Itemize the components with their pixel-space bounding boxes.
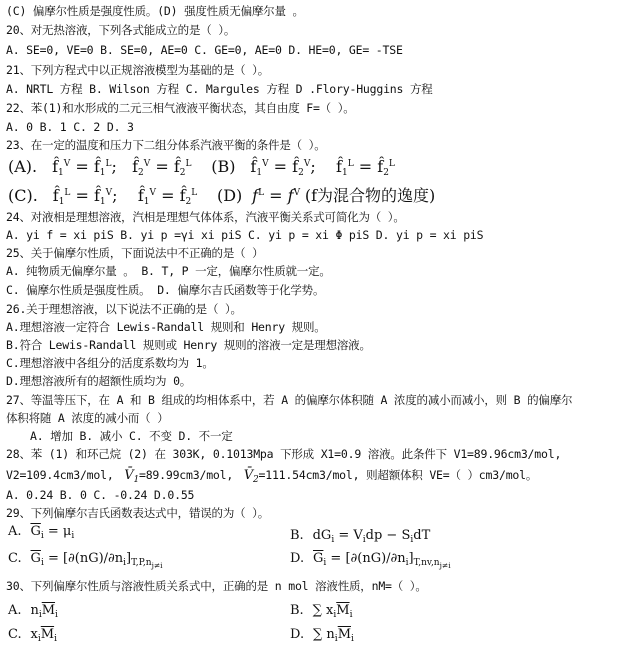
q28-question-line-1: 28、苯 (1) 和环己烷 (2) 在 303K, 0.1013Mpa 下形成 X1=0.9 溶液。此条件下 V1=89.96cm3/mol, — [6, 447, 562, 461]
q24-options: A. yi f = xi piS B. yi p =γi xi piS C. yi p = xi Φ piS D. yi p = xi piS — [6, 228, 484, 242]
q30-option-d: D. ∑ $n_i\overline{M}_i$ — [290, 627, 354, 644]
q26-option-b: B.符合 Lewis-Randall 规则或 Henry 规则的溶液一定是理想溶液。 — [6, 338, 371, 352]
q28-options: A. 0.24 B. 0 C. -0.24 D.0.55 — [6, 488, 195, 502]
q28-tail: 则超额体积 VE=（ ）cm3/mol。 — [366, 468, 538, 482]
q20-options: A. SE=0, VE=0 B. SE=0, AE=0 C. GE=0, AE=0 D. HE=0, GE= -TSE — [6, 43, 403, 57]
q23-option-d-label: (D) — [216, 186, 243, 205]
q26-option-d: D.理想溶液所有的超额性质均为 0。 — [6, 374, 192, 388]
q26-option-a: A.理想溶液一定符合 Lewis-Randall 规则和 Henry 规则。 — [6, 320, 326, 334]
q23-option-c-label: (C). — [8, 186, 38, 205]
q29-option-a: A. $\overline{G}_i = \mu_i$ — [8, 524, 75, 541]
q25-question: 25、关于偏摩尔性质，下面说法中不正确的是（ ） — [6, 246, 264, 260]
q28-v2-bar: =111.54cm3/mol, — [258, 468, 360, 482]
q26-option-c: C.理想溶液中各组分的活度系数均为 1。 — [6, 356, 214, 370]
q28-v2: V2=109.4cm3/mol, — [6, 468, 114, 482]
q29-option-d-label: D. — [290, 551, 305, 566]
q29-option-c-label: C. — [8, 551, 22, 566]
q27-question-line-1: 27、等温等压下，在 A 和 B 组成的均相体系中，若 A 的偏摩尔体积随 A 浓度的减小而减小，则 B 的偏摩尔 — [6, 393, 573, 407]
q22-options: A. 0 B. 1 C. 2 D. 3 — [6, 120, 134, 134]
q30-option-d-label: D. — [290, 627, 305, 642]
q24-question: 24、对液相是理想溶液，汽相是理想气体体系，汽液平衡关系式可简化为（ ）。 — [6, 210, 405, 224]
q30-option-c-label: C. — [8, 627, 22, 642]
q30-question: 30、下列偏摩尔性质与溶液性质关系式中，正确的是 n mol 溶液性质，nM=（ ）。 — [6, 579, 427, 593]
q29-option-b-label: B. — [290, 528, 304, 543]
q21-options: A. NRTL 方程 B. Wilson 方程 C. Margules 方程 D .Flory-Huggins 方程 — [6, 82, 433, 96]
q28-question-line-2: V2=109.4cm3/mol, $V̄_1=89.99cm3$/mol, $V̄_2=111.54cm3$/mol, 则超额体积 VE=（ ）cm3/mol。 — [6, 468, 538, 485]
q27-options: A. 增加 B. 减小 C. 不变 D. 不一定 — [30, 429, 233, 443]
q30-option-a-label: A. — [8, 603, 22, 618]
q19-options-cd: (C) 偏摩尔性质是强度性质。(D) 强度性质无偏摩尔量 。 — [6, 4, 304, 18]
q30-option-b-label: B. — [290, 603, 304, 618]
q27-question-line-2: 体积将随 A 浓度的减小而（ ） — [6, 411, 169, 425]
q29-option-b: B. $dG_i = V_idp - S_idT$ — [290, 528, 431, 545]
q28-v1-bar: =89.99cm3/mol, — [138, 468, 234, 482]
q23-option-d-note: (f为混合物的逸度) — [304, 186, 436, 205]
q30-option-b: B. ∑ $x_i\overline{M}_i$ — [290, 603, 353, 620]
q29-question: 29、下列偏摩尔吉氏函数表达式中，错误的为（ ）。 — [6, 506, 270, 520]
q22-question: 22、苯(1)和水形成的二元三相气液液平衡状态，其自由度 F=（ ）。 — [6, 101, 355, 115]
q29-option-d: D. $\overline{G}_i = [\partial(nG)/\partial n_i]_{T,nv,n_{j\ne i}}$ — [290, 551, 451, 570]
q25-options-ab: A. 纯物质无偏摩尔量 。 B. T, P 一定，偏摩尔性质就一定。 — [6, 264, 331, 278]
q30-option-a: A. $n_i\overline{M}_i$ — [8, 603, 58, 620]
q23-option-a-label: (A). — [8, 157, 38, 176]
q23-formula-row-2: (C). $f̂_1^L$ = $f̂_1^V$; $f̂_1^V$ = $f̂_2^L$ (D) $f^L = f^V$ (f为混合物的逸度) — [8, 186, 436, 207]
q23-question: 23、在一定的温度和压力下二组分体系汽液平衡的条件是（ ）。 — [6, 138, 326, 152]
q20-question: 20、对无热溶液，下列各式能成立的是（ ）。 — [6, 23, 236, 37]
q23-option-b-label: (B) — [211, 157, 236, 176]
q25-options-cd: C. 偏摩尔性质是强度性质。 D. 偏摩尔吉氏函数等于化学势。 — [6, 283, 325, 297]
q21-question: 21、下列方程式中以正规溶液模型为基础的是（ ）。 — [6, 63, 270, 77]
q26-question: 26.关于理想溶液，以下说法不正确的是（ ）。 — [6, 302, 242, 316]
q30-option-c: C. $x_i\overline{M}_i$ — [8, 627, 57, 644]
q29-option-a-label: A. — [8, 524, 22, 539]
q29-option-c: C. $\overline{G}_i = [\partial(nG)/\partial n_i]_{T,P,n_{j\ne i}}$ — [8, 551, 163, 570]
q23-formula-row-1: (A). $f̂_1^V$ = $f̂_1^L$; $f̂_2^V$ = $f̂_2^L$ (B) $f̂_1^V$ = $f̂_2^V$; $f̂_1^L$ = $f̂_2^L$ — [8, 157, 395, 178]
